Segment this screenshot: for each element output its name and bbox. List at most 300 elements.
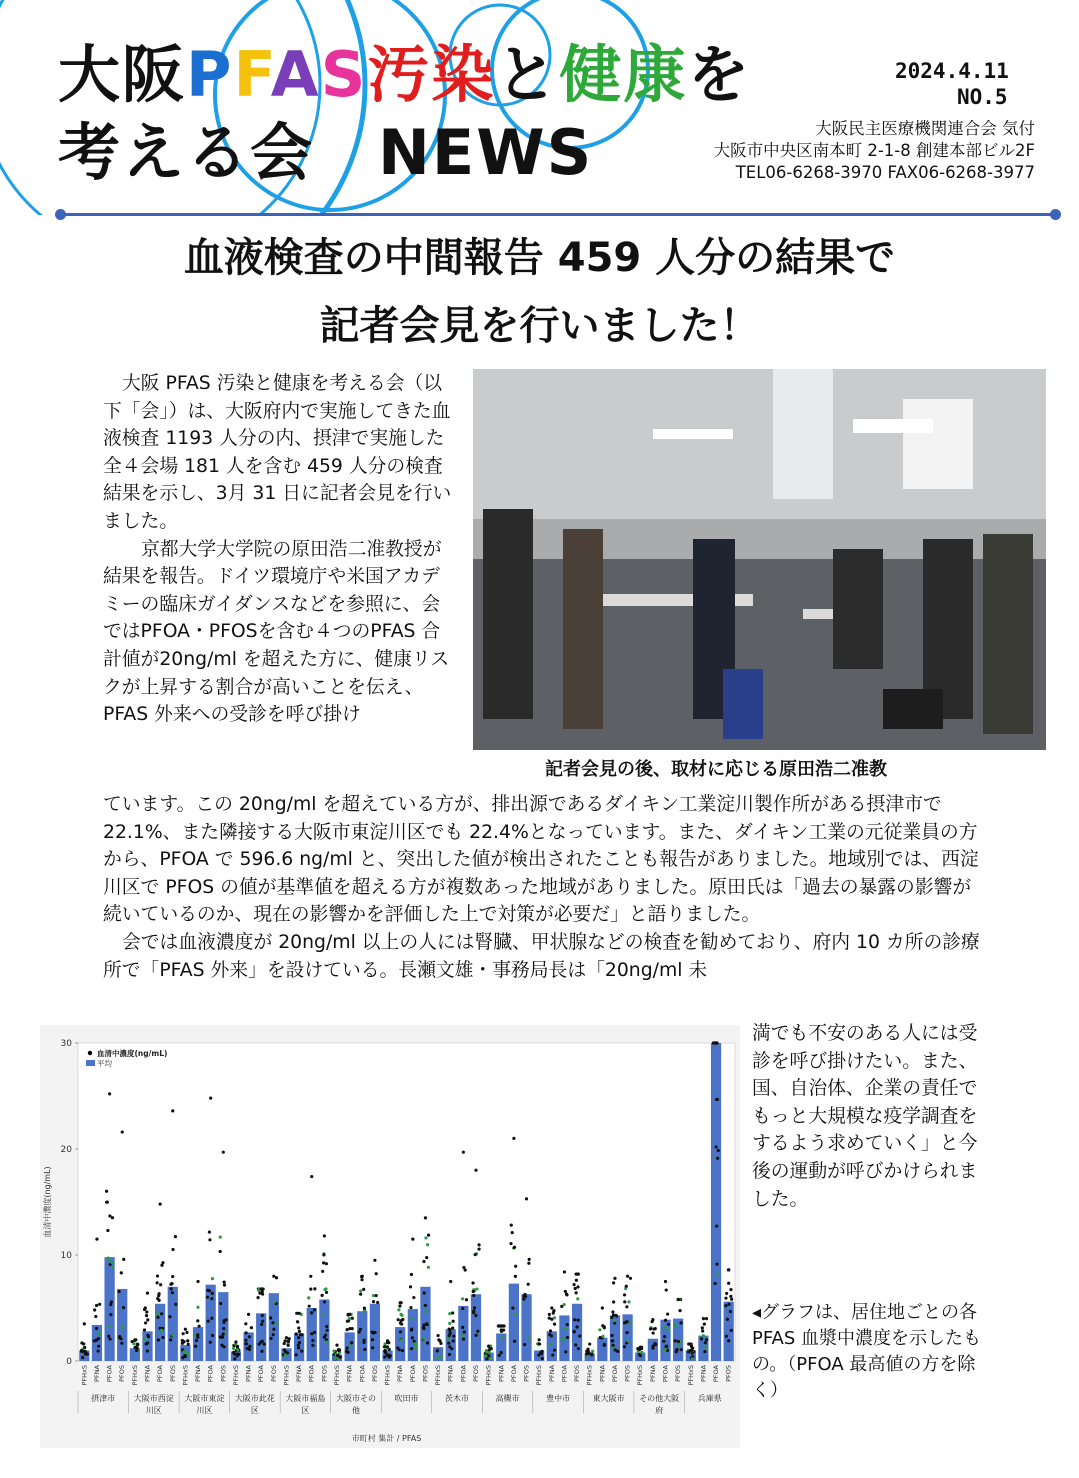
data-point: [283, 1342, 286, 1345]
data-point: [371, 1331, 374, 1334]
bar: [104, 1257, 114, 1361]
x-tick-label: PFOS: [118, 1365, 127, 1382]
title-part: S: [320, 38, 368, 111]
data-point: [452, 1320, 455, 1323]
data-point: [667, 1323, 670, 1326]
publisher-info: [714, 118, 1035, 184]
data-point: [623, 1293, 626, 1296]
data-point: [94, 1315, 97, 1318]
data-point: [273, 1300, 276, 1303]
data-point: [323, 1234, 326, 1237]
data-point: [663, 1326, 666, 1329]
data-point: [438, 1339, 441, 1342]
press-conference-photo: [473, 369, 1046, 750]
data-point: [210, 1317, 213, 1320]
data-point: [283, 1348, 286, 1351]
data-point: [537, 1342, 540, 1345]
x-tick-label: PFOA: [509, 1365, 518, 1383]
data-point: [159, 1203, 162, 1206]
x-axis-label: 市町村 集計 / PFAS: [351, 1434, 422, 1443]
article-paragraph-1: 大阪 PFAS 汚染と健康を考える会（以下「会」）は、大阪府内で実施してきた血液検査 1193 人分の内、摂津で実施した全４会場 181 人を含む 459 人分の検査結果を示し、3月 31 日に記者会見を行いました。: [103, 373, 452, 532]
data-point: [680, 1348, 683, 1351]
data-point: [527, 1283, 530, 1286]
data-point: [285, 1336, 288, 1339]
data-point: [549, 1329, 552, 1332]
data-point: [511, 1231, 514, 1234]
data-point: [552, 1310, 555, 1313]
x-tick-label: PFHxS: [231, 1365, 240, 1386]
data-point: [563, 1270, 566, 1273]
group-label: 川区: [145, 1406, 162, 1415]
data-point: [308, 1305, 311, 1308]
x-tick-label: PFOS: [471, 1365, 480, 1382]
data-point: [513, 1340, 516, 1343]
x-tick-label: PFOA: [206, 1365, 215, 1383]
data-point: [410, 1273, 413, 1276]
data-point: [194, 1345, 197, 1348]
data-point: [185, 1331, 188, 1334]
data-point: [120, 1342, 123, 1345]
data-point: [501, 1336, 504, 1339]
data-point: [275, 1322, 278, 1325]
data-point: [714, 1282, 717, 1285]
data-point: [210, 1297, 213, 1300]
data-point: [702, 1317, 705, 1320]
data-point: [598, 1328, 601, 1331]
data-point: [388, 1356, 391, 1359]
data-point: [208, 1289, 211, 1292]
x-tick-label: PFHxS: [130, 1365, 139, 1386]
data-point: [651, 1347, 654, 1350]
data-point: [563, 1303, 566, 1306]
x-tick-label: PFOS: [269, 1365, 278, 1382]
data-point: [181, 1339, 184, 1342]
data-point: [639, 1346, 642, 1349]
data-point: [233, 1357, 236, 1360]
bar: [408, 1309, 418, 1361]
data-point: [107, 1257, 110, 1260]
data-point: [222, 1327, 225, 1330]
data-point: [465, 1298, 468, 1301]
group-label: 豊中市: [546, 1394, 571, 1403]
data-point: [446, 1337, 449, 1340]
data-point: [146, 1342, 149, 1345]
data-point: [332, 1349, 335, 1352]
data-point: [514, 1313, 517, 1316]
data-point: [386, 1345, 389, 1348]
data-point: [375, 1272, 378, 1275]
data-point: [727, 1339, 730, 1342]
data-point: [160, 1264, 163, 1267]
group-label: 大阪市福島: [285, 1394, 326, 1403]
data-point: [705, 1317, 708, 1320]
data-point: [109, 1313, 112, 1316]
group-label: 大阪市此花: [234, 1394, 275, 1403]
data-point: [250, 1326, 253, 1329]
data-point: [548, 1313, 551, 1316]
data-point: [174, 1303, 177, 1306]
data-point: [448, 1312, 451, 1315]
data-point: [715, 1145, 718, 1148]
data-point: [425, 1256, 428, 1259]
data-point: [612, 1281, 615, 1284]
data-point: [184, 1355, 187, 1358]
data-point: [106, 1201, 109, 1204]
data-point: [514, 1275, 517, 1278]
data-point: [361, 1275, 364, 1278]
x-tick-label: PFOA: [105, 1365, 114, 1383]
data-point: [287, 1344, 290, 1347]
data-point: [463, 1330, 466, 1333]
data-point: [110, 1261, 113, 1264]
data-point: [310, 1332, 313, 1335]
data-point: [348, 1317, 351, 1320]
x-tick-label: PFHxS: [535, 1365, 544, 1386]
data-point: [585, 1352, 588, 1355]
data-point: [371, 1338, 374, 1341]
data-point: [461, 1326, 464, 1329]
data-point: [397, 1318, 400, 1321]
data-point: [326, 1329, 329, 1332]
data-point: [295, 1332, 298, 1335]
data-point: [220, 1344, 223, 1347]
data-point: [136, 1347, 139, 1350]
data-point: [414, 1342, 417, 1345]
data-point: [566, 1336, 569, 1339]
legend-swatch: [86, 1060, 95, 1066]
data-point: [146, 1349, 149, 1352]
data-point: [472, 1290, 475, 1293]
data-point: [410, 1347, 413, 1350]
data-point: [651, 1318, 654, 1321]
data-point: [663, 1335, 666, 1338]
data-point: [662, 1340, 665, 1343]
data-point: [551, 1353, 554, 1356]
x-tick-label: PFOA: [307, 1365, 316, 1383]
divider-dot-left: [55, 209, 66, 220]
data-point: [121, 1326, 124, 1329]
data-point: [323, 1336, 326, 1339]
x-tick-label: PFOA: [358, 1365, 367, 1383]
data-point: [351, 1317, 354, 1320]
data-point: [462, 1266, 465, 1269]
title-part: 健康: [559, 38, 688, 111]
data-point: [209, 1097, 212, 1100]
data-point: [577, 1319, 580, 1322]
data-point: [500, 1324, 503, 1327]
legend-label: 血清中濃度(ng/mL): [97, 1049, 168, 1058]
data-point: [108, 1092, 111, 1095]
data-point: [108, 1325, 111, 1328]
data-point: [256, 1296, 259, 1299]
data-point: [461, 1334, 464, 1337]
data-point: [414, 1346, 417, 1349]
article-paragraph-3: 会では血液濃度が 20ng/ml 以上の人には腎臓、甲状腺などの検査を勧めており、府内 10 カ所の診療所で「PFAS 外来」を設けている。長瀬文雄・事務局長は「20ng/ml 未: [103, 931, 980, 981]
data-point: [666, 1312, 669, 1315]
data-point: [348, 1313, 351, 1316]
data-point: [575, 1291, 578, 1294]
data-point: [675, 1350, 678, 1353]
data-point: [664, 1280, 667, 1283]
data-point: [564, 1327, 567, 1330]
data-point: [727, 1303, 730, 1306]
data-point: [679, 1321, 682, 1324]
data-point: [208, 1231, 211, 1234]
group-label: 川区: [196, 1406, 213, 1415]
x-tick-label: PFNA: [143, 1365, 152, 1382]
data-point: [514, 1265, 517, 1268]
data-point: [211, 1334, 214, 1337]
data-point: [84, 1352, 87, 1355]
data-point: [725, 1335, 728, 1338]
data-point: [401, 1349, 404, 1352]
data-point: [160, 1312, 163, 1315]
data-point: [611, 1339, 614, 1342]
x-tick-label: PFHxS: [484, 1365, 493, 1386]
data-point: [275, 1276, 278, 1279]
data-point: [716, 1098, 719, 1101]
data-point: [448, 1328, 451, 1331]
data-point: [448, 1322, 451, 1325]
data-point: [260, 1287, 263, 1290]
article-paragraph-2-continued: [103, 791, 983, 984]
data-point: [321, 1270, 324, 1273]
data-point: [160, 1329, 163, 1332]
data-point: [248, 1348, 251, 1351]
data-point: [461, 1307, 464, 1310]
data-point: [223, 1281, 226, 1284]
data-point: [196, 1280, 199, 1283]
data-point: [612, 1344, 615, 1347]
data-point: [321, 1294, 324, 1297]
bar: [458, 1306, 468, 1361]
data-point: [715, 1225, 718, 1228]
data-point: [335, 1344, 338, 1347]
data-point: [652, 1331, 655, 1334]
data-point: [426, 1341, 429, 1344]
data-point: [691, 1357, 694, 1360]
data-point: [513, 1246, 516, 1249]
data-point: [236, 1348, 239, 1351]
data-point: [171, 1275, 174, 1278]
data-point: [701, 1326, 704, 1329]
photo-caption: 記者会見の後、取材に応じる原田浩二准教: [545, 759, 887, 780]
data-point: [300, 1350, 303, 1353]
data-point: [500, 1351, 503, 1354]
data-point: [667, 1328, 670, 1331]
data-point: [359, 1289, 362, 1292]
data-point: [97, 1345, 100, 1348]
pfas-chart-svg: [40, 1025, 740, 1448]
data-point: [704, 1346, 707, 1349]
bar: [471, 1294, 481, 1361]
data-point: [451, 1326, 454, 1329]
data-point: [575, 1279, 578, 1282]
x-tick-label: PFOS: [168, 1365, 177, 1382]
data-point: [122, 1258, 125, 1261]
data-point: [398, 1304, 401, 1307]
data-point: [473, 1306, 476, 1309]
data-point: [376, 1301, 379, 1304]
data-point: [346, 1351, 349, 1354]
data-point: [260, 1350, 263, 1353]
data-point: [311, 1339, 314, 1342]
y-tick-label: 10: [60, 1251, 72, 1261]
data-point: [400, 1339, 403, 1342]
data-point: [81, 1356, 84, 1359]
data-point: [528, 1258, 531, 1261]
x-tick-label: PFOA: [560, 1365, 569, 1383]
data-point: [424, 1216, 427, 1219]
data-point: [425, 1310, 428, 1313]
article-column-left: [103, 370, 455, 729]
group-label: 兵庫県: [697, 1394, 722, 1403]
data-point: [143, 1308, 146, 1311]
data-point: [727, 1282, 730, 1285]
data-point: [222, 1321, 225, 1324]
data-point: [409, 1317, 412, 1320]
data-point: [627, 1300, 630, 1303]
data-point: [346, 1347, 349, 1350]
data-point: [234, 1340, 237, 1343]
group-label: 大阪市西淀: [133, 1394, 174, 1403]
data-point: [724, 1304, 727, 1307]
data-point: [601, 1335, 604, 1338]
data-point: [219, 1236, 222, 1239]
data-point: [145, 1314, 148, 1317]
data-point: [195, 1339, 198, 1342]
data-point: [186, 1352, 189, 1355]
data-point: [677, 1340, 680, 1343]
data-point: [360, 1278, 363, 1281]
data-point: [512, 1137, 515, 1140]
bar: [660, 1320, 670, 1361]
data-point: [244, 1339, 247, 1342]
data-point: [350, 1341, 353, 1344]
data-point: [170, 1287, 173, 1290]
data-point: [346, 1328, 349, 1331]
data-point: [451, 1311, 454, 1314]
article-paragraph-2: 京都大学大学院の原田浩二准教授が結果を報告。ドイツ環境庁や米国アカデミーの臨床ガイダンスなどを参照に、会ではPFOA・PFOSを含む４つのPFAS 合計値が20ng/ml を超えた方に、健康リスクが上昇する割合が高いことを伝え、PFAS 外来への受診を呼び掛け: [103, 538, 450, 726]
publisher-address: 大阪市中央区南本町 2-1-8 創建本部ビル2F: [713, 141, 1035, 160]
data-point: [590, 1353, 593, 1356]
data-point: [336, 1354, 339, 1357]
data-point: [549, 1343, 552, 1346]
x-tick-label: PFOA: [610, 1365, 619, 1383]
data-point: [628, 1322, 631, 1325]
data-point: [375, 1294, 378, 1297]
data-point: [725, 1292, 728, 1295]
data-point: [588, 1342, 591, 1345]
data-point: [522, 1297, 525, 1300]
bar: [509, 1284, 519, 1361]
data-point: [310, 1175, 313, 1178]
bar: [648, 1339, 658, 1361]
data-point: [323, 1300, 326, 1303]
data-point: [373, 1331, 376, 1334]
data-point: [730, 1329, 733, 1332]
data-point: [474, 1314, 477, 1317]
data-point: [261, 1320, 264, 1323]
x-tick-label: PFNA: [92, 1365, 101, 1382]
data-point: [553, 1348, 556, 1351]
data-point: [105, 1190, 108, 1193]
x-tick-label: PFOA: [156, 1365, 165, 1383]
data-point: [98, 1332, 101, 1335]
data-point: [263, 1343, 266, 1346]
data-point: [562, 1337, 565, 1340]
title-part: F: [233, 38, 271, 111]
data-point: [110, 1300, 113, 1303]
group-label: 大阪市その: [335, 1394, 376, 1403]
data-point: [161, 1336, 164, 1339]
y-tick-label: 20: [60, 1145, 72, 1155]
data-point: [169, 1283, 172, 1286]
data-point: [168, 1315, 171, 1318]
data-point: [616, 1350, 619, 1353]
x-tick-label: PFOS: [522, 1365, 531, 1382]
data-point: [475, 1334, 478, 1337]
issue-number: NO.5: [957, 85, 1008, 109]
data-point: [145, 1310, 148, 1313]
data-point: [287, 1339, 290, 1342]
x-tick-label: PFHxS: [434, 1365, 443, 1386]
data-point: [424, 1236, 427, 1239]
data-point: [133, 1338, 136, 1341]
x-tick-label: PFOS: [219, 1365, 228, 1382]
data-point: [211, 1277, 214, 1280]
data-point: [259, 1341, 262, 1344]
legend-dot: [88, 1051, 92, 1055]
data-point: [440, 1355, 443, 1358]
x-tick-label: PFHxS: [383, 1365, 392, 1386]
data-point: [247, 1313, 250, 1316]
data-point: [574, 1287, 577, 1290]
data-point: [93, 1339, 96, 1342]
data-point: [550, 1306, 553, 1309]
data-point: [261, 1314, 264, 1317]
data-point: [702, 1334, 705, 1337]
x-tick-label: PFOS: [573, 1365, 582, 1382]
bar: [117, 1289, 127, 1361]
data-point: [325, 1291, 328, 1294]
data-point: [111, 1265, 114, 1268]
data-point: [107, 1335, 110, 1338]
x-tick-label: PFHxS: [282, 1365, 291, 1386]
bar: [168, 1287, 178, 1361]
data-point: [80, 1341, 83, 1344]
data-point: [83, 1346, 86, 1349]
data-point: [236, 1353, 239, 1356]
x-tick-label: PFHxS: [585, 1365, 594, 1386]
bar: [711, 1043, 721, 1361]
group-label: 他: [351, 1406, 360, 1415]
group-label: 府: [655, 1406, 664, 1415]
data-point: [436, 1349, 439, 1352]
data-point: [362, 1288, 365, 1291]
data-point: [371, 1346, 374, 1349]
header-divider: [60, 213, 1056, 216]
title-part: を: [687, 38, 752, 111]
data-point: [623, 1321, 626, 1324]
y-tick-label: 30: [60, 1039, 72, 1049]
data-point: [363, 1339, 366, 1342]
data-point: [613, 1277, 616, 1280]
data-point: [611, 1310, 614, 1313]
data-point: [156, 1281, 159, 1284]
x-tick-label: PFOA: [257, 1365, 266, 1383]
data-point: [171, 1109, 174, 1112]
